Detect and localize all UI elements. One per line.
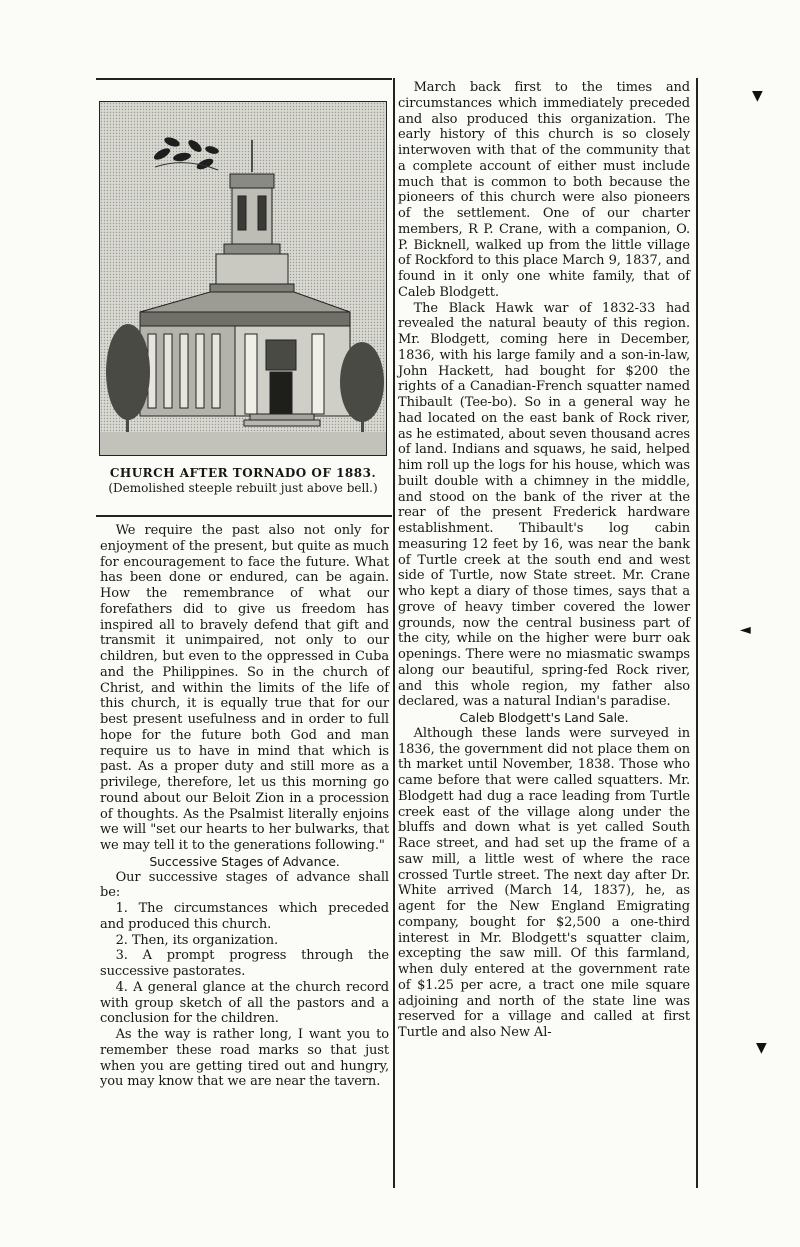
land-sale-heading: Caleb Blodgett's Land Sale. (459, 710, 629, 725)
stages-heading: Successive Stages of Advance. (149, 853, 340, 869)
caption-rule (96, 515, 392, 517)
top-left-rule (96, 78, 392, 80)
stage-item: 1. The circumstances which preceded and produced this church. (100, 901, 389, 932)
left-column (100, 523, 389, 1090)
caption-title: CHURCH AFTER TORNADO OF 1883. (109, 466, 377, 480)
stage-item: 4. A general glance at the church record with group sketch of all the pastors and a conclusion for the children. (100, 979, 389, 1027)
right-edge-rule (696, 78, 698, 1188)
paragraph-land-sale: Although these lands were surveyed in 1836, the government did not place them on th market until November, 1838. Those who came before that were called squatters. Mr. Blodgett had dug a race leading from Turtle creek east of the village along under the bluffs and down what is yet called South Race street, and had set up the frame of a saw mill, a little west of where the race crossed Turtle street. The next day after Dr. White arrived (March 14, 1837), he, as agent for the New England Emigrating company, bought for $2,500 a one-third interest in Mr. Blodgett's squatter claim, excepting the saw mill. Of this farmland, when duly entered at the government rate of $1.25 per acre, a tract one mile square adjoining and north of the state line was reserved for a village and called at first Turtle and also New Al- (398, 725, 690, 1040)
intro-paragraph: We require the past also not only for enjoyment of the present, but quite as much for encouragement to face the future. What has been done or endured, can be again. How the remembrance of what our forefathers did to give us freedom has inspired all to bravely defend that gift and transmit it unimpaired, not only to our children, but even to the oppressed in Cuba and the Philippines. So in the church of Christ, and within the limits of the life of this church, it is equally true that for our best present usefulness and in order to full hope for the future both God and man require us to have in mind that which is past. As a proper duty and still more as a privilege, therefore, let us this morning go round about our Beloit Zion in a procession of thoughts. As the Psalmist literally enjoins we will "set our hearts to her bulwarks, that we may tell it to the generations following." (100, 523, 389, 853)
church-photograph (99, 101, 387, 456)
church-illustration (100, 102, 386, 455)
stages-intro: Our successive stages of advance shall be: (100, 869, 389, 901)
closing-paragraph: As the way is rather long, I want you to remember these road marks so that just when you are getting tired out and hungry, you may know that we are near the tavern. (100, 1027, 389, 1090)
stage-item: 3. A prompt progress through the successive pastorates. (100, 948, 389, 979)
margin-mark: ▼ (752, 88, 763, 104)
photo-caption (96, 466, 390, 496)
right-column (398, 80, 690, 1041)
caption-subtitle: (Demolished steeple rebuilt just above bell.) (108, 481, 378, 495)
margin-mark: ◄ (740, 622, 751, 638)
paragraph-black-hawk: The Black Hawk war of 1832-33 had revealed the natural beauty of this region. Mr. Blodgett, coming here in December, 1836, with his large family and a son-in-law, John Hackett, had bought for $200 the rights of a Canadian-French squatter named Thibault (Tee-bo). So in a general way he had located on the east bank of Rock river, as he estimated, about seven thousand acres of land. Indians and squaws, he said, helped him roll up the logs for his house, which was built double with a chimney in the middle, and stood on the bank of the river at the rear of the present Frederick hardware establishment. Thibault's log cabin measuring 12 feet by 16, was near the bank of Turtle creek at the south end and west side of Turtle, now State street. Mr. Crane who kept a diary of those times, says that a grove of heavy timber covered the lower grounds, now the central business part of the city, while on the higher were burr oak openings. There were no miasmatic swamps along our beautiful, spring-fed Rock river, and this whole region, my father also declared, was a natural Indian's paradise. (398, 300, 690, 710)
margin-mark: ▼ (756, 1040, 767, 1056)
stage-item: 2. Then, its organization. (115, 932, 279, 948)
church-building (140, 292, 350, 426)
paragraph-origins: March back first to the times and circumstances which immediately preceded and also produced this organization. The early history of this church is so closely interwoven with that of the community that a complete account of either must include much that is common to both because the pioneers of this church were also pioneers of the settlement. One of our charter members, R P. Crane, with a companion, O. P. Bicknell, walked up from the little village of Rockford to this place March 9, 1837, and found in it only one white family, that of Caleb Blodgett. (398, 80, 690, 300)
stages-list (100, 901, 389, 1027)
column-divider (393, 78, 395, 1188)
